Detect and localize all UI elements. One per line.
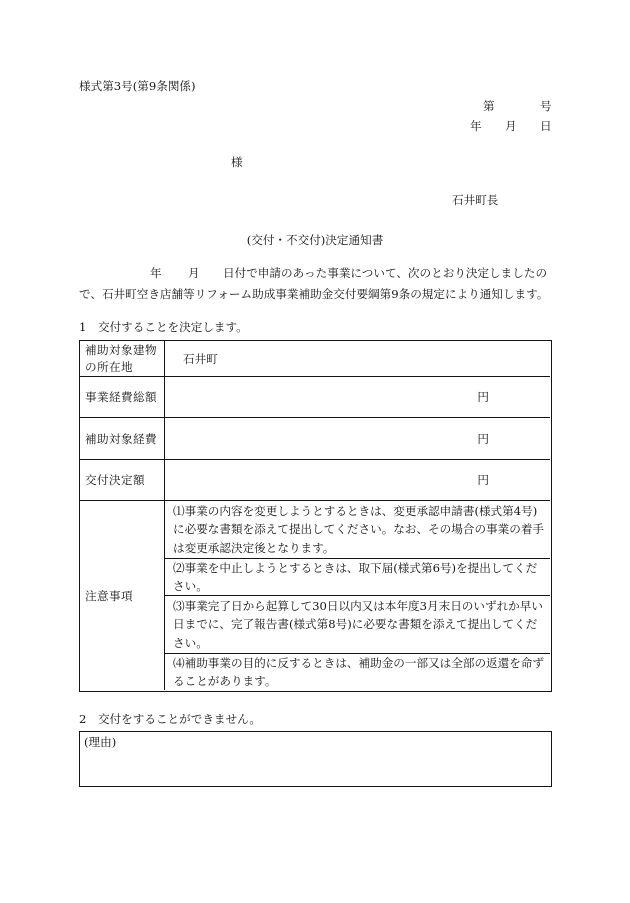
total-cost-unit: 円 [477, 390, 489, 404]
note-line: ⑶事業完了日から起算して30日以内又は本年度3月末日のいずれか早い [173, 598, 543, 613]
notice-month-label: 月 [188, 266, 200, 280]
note-line: ⑷補助事業の目的に反するときは、補助金の一部又は全部の返還を命ず [173, 655, 545, 670]
section1-heading: 1 交付することを決定します。 [79, 320, 248, 334]
grant-decision-table [79, 340, 552, 692]
notice-year-label: 年 [150, 266, 162, 280]
note-line: は変更承認決定後となります。 [173, 540, 335, 555]
note-line: に必要な書類を添えて提出してください。なお、その場合の事業の着手 [173, 522, 545, 537]
note-line: 日までに、完了報告書(様式第8号)に必要な書類を添えて提出してくだ [173, 617, 538, 632]
notes-label [80, 501, 165, 690]
note-item-1 [165, 501, 550, 559]
location-value [165, 341, 550, 377]
grant-amount-label [80, 460, 165, 501]
addressee-honorific: 様 [231, 155, 243, 169]
doc-number-suffix: 号 [540, 99, 552, 113]
note-item-3 [165, 596, 550, 654]
grant-amount-label-text: 交付決定額 [85, 473, 145, 487]
doc-number-prefix: 第 [483, 99, 495, 113]
note-line: ⑴事業の内容を変更しようとするときは、変更承認申請書(様式第4号) [173, 503, 538, 518]
note-line: さい。 [173, 579, 208, 593]
notice-line-1: 日付で申請のあった事業について、次のとおり決定しましたの [223, 266, 548, 280]
grant-amount-value [165, 460, 550, 501]
note-item-2 [165, 559, 550, 596]
section2-heading: 2 交付をすることができません。 [79, 712, 261, 726]
sender-name: 石井町長 [452, 193, 499, 207]
note-line: さい。 [173, 635, 208, 650]
total-cost-label [80, 377, 165, 418]
total-cost-value [165, 377, 550, 418]
grant-amount-unit: 円 [477, 473, 489, 487]
note-line: ⑵事業を中止しようとするときは、取下届(様式第6号)を提出してくだ [173, 560, 538, 575]
notes-label-text: 注意事項 [85, 588, 133, 603]
location-value-text: 石井町 [183, 351, 218, 366]
form-number: 様式第3号(第9条関係) [79, 79, 196, 93]
total-cost-label-text: 事業経費総額 [85, 390, 157, 404]
date-month-label: 月 [505, 119, 517, 133]
note-line: ることがあります。 [173, 674, 277, 688]
date-day-label: 日 [540, 119, 552, 133]
eligible-cost-value [165, 418, 550, 460]
location-label-line: 補助対象建物 [85, 342, 157, 357]
location-label-line: の所在地 [85, 359, 133, 374]
document-title: (交付・不交付)決定通知書 [246, 233, 384, 247]
date-year-label: 年 [470, 119, 482, 133]
location-label [80, 341, 165, 377]
note-item-4 [165, 654, 550, 690]
notice-line-2: で、石井町空き店舗等リフォーム助成事業補助金交付要綱第9条の規定により通知します。 [79, 287, 549, 301]
reason-box [79, 731, 552, 787]
eligible-cost-label-text: 補助対象経費 [85, 431, 157, 446]
eligible-cost-unit: 円 [477, 431, 489, 446]
reason-label: (理由) [84, 735, 117, 749]
eligible-cost-label [80, 418, 165, 460]
